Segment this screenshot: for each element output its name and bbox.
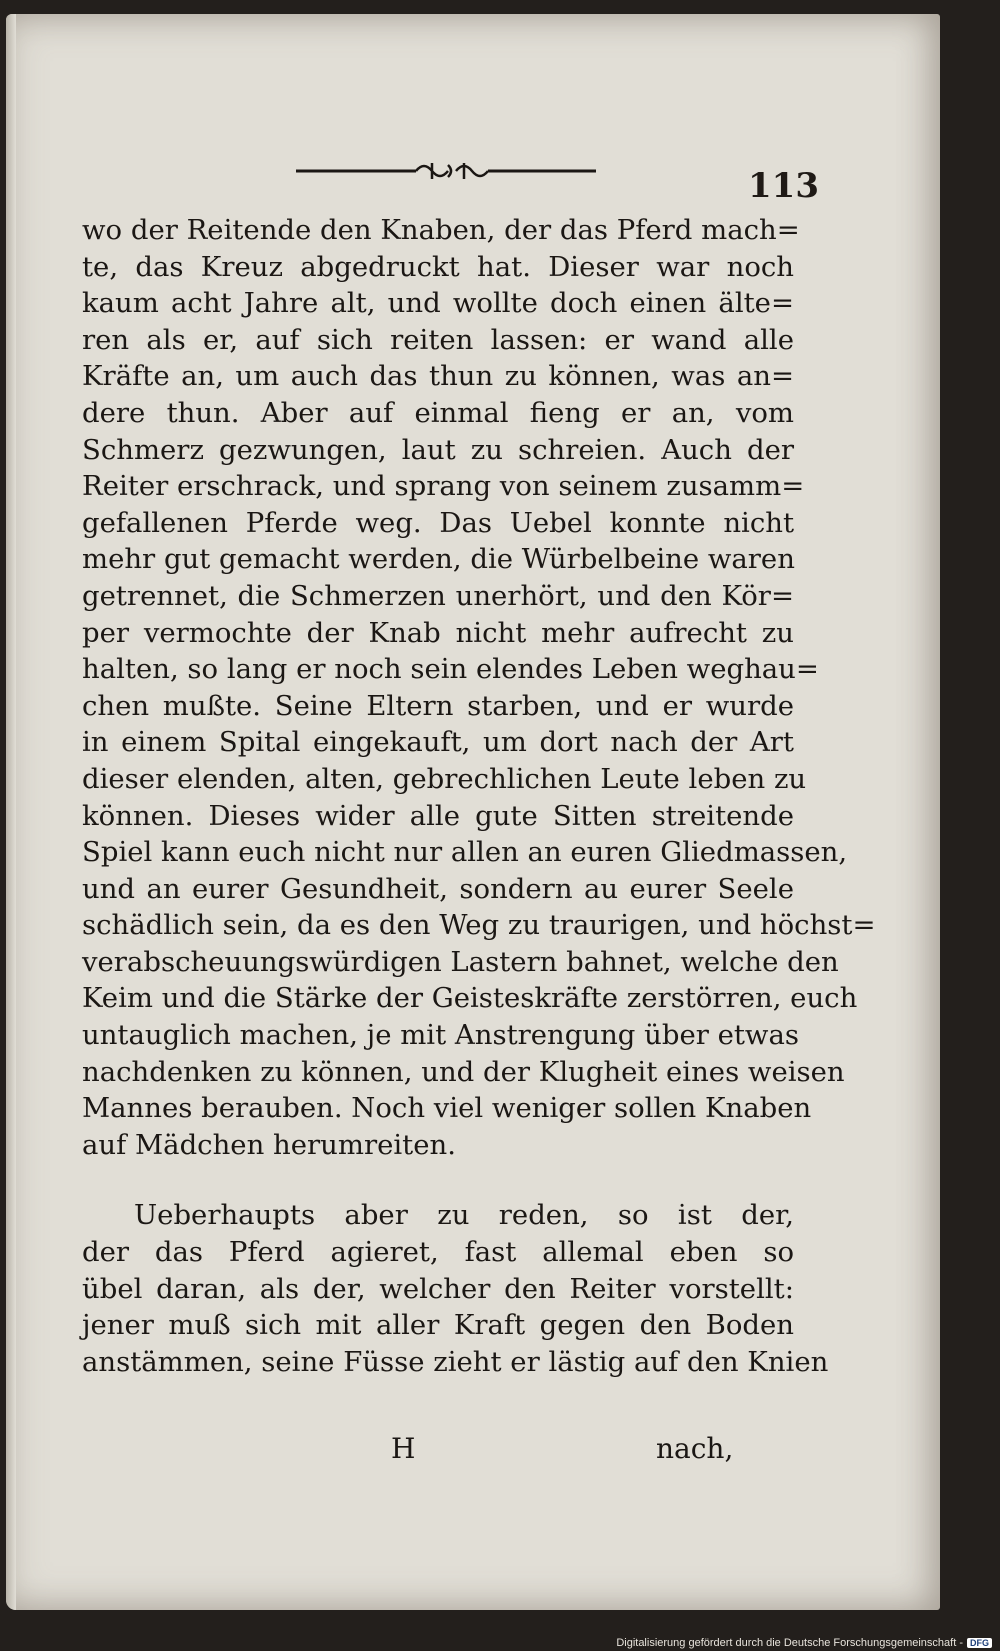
page-number: 113 xyxy=(748,166,819,206)
text-line: in einem Spital eingekauft, um dort nach der Art xyxy=(82,726,794,759)
text-line: getrennet, die Schmerzen unerhört, und den Kör= xyxy=(82,579,794,612)
text-line: halten, so lang er noch sein elendes Leben weghau= xyxy=(82,653,819,686)
text-line: chen mußte. Seine Eltern starben, und er wurde xyxy=(82,689,794,722)
paragraph-2 xyxy=(82,1197,829,1380)
text-line: und an eurer Gesundheit, sondern au eurer Seele xyxy=(82,872,794,905)
text-line: schädlich sein, da es den Weg zu traurigen, und höchst= xyxy=(82,909,876,942)
paragraph-1 xyxy=(82,212,876,1163)
text-line: können. Dieses wider alle gute Sitten streitende xyxy=(82,799,794,832)
text-line: anstämmen, seine Füsse zieht er lästig auf den Knien xyxy=(82,1345,829,1378)
text-line: gefallenen Pferde weg. Das Uebel konnte nicht xyxy=(82,506,794,539)
text-line: Reiter erschrack, und sprang von seinem zusamm= xyxy=(82,470,805,503)
page-body xyxy=(82,212,876,1380)
text-line: jener muß sich mit aller Kraft gegen den Boden xyxy=(82,1309,794,1342)
text-line: Schmerz gezwungen, laut zu schreien. Auch der xyxy=(82,433,794,466)
text-line: te, das Kreuz abgedruckt hat. Dieser war noch xyxy=(82,250,794,283)
text-line: per vermochte der Knab nicht mehr aufrecht zu xyxy=(82,616,794,649)
text-line: untauglich machen, je mit Anstrengung über etwas xyxy=(82,1019,799,1052)
text-line: wo der Reitende den Knaben, der das Pferd mach= xyxy=(82,214,800,246)
text-line: der das Pferd agieret, fast allemal eben so xyxy=(82,1236,794,1269)
text-line: übel daran, als der, welcher den Reiter vorstellt: xyxy=(82,1272,794,1305)
credit-text: Digitalisierung gefördert durch die Deutsche Forschungsgemeinschaft - xyxy=(616,1637,963,1649)
text-line: auf Mädchen herumreiten. xyxy=(82,1128,456,1161)
text-line: ren als er, auf sich reiten lassen: er wand alle xyxy=(82,323,794,356)
text-line: kaum acht Jahre alt, und wollte doch einen älte= xyxy=(82,287,794,320)
dfg-logo: DFG xyxy=(967,1638,992,1648)
book-page xyxy=(6,14,940,1610)
text-line: mehr gut gemacht werden, die Würbelbeine waren xyxy=(82,543,795,576)
text-line: verabscheuungswürdigen Lastern bahnet, welche den xyxy=(82,945,839,978)
text-line: Ueberhaupts aber zu reden, so ist der, xyxy=(134,1199,794,1232)
catchword: nach, xyxy=(656,1432,734,1465)
signature-mark: H xyxy=(391,1432,416,1465)
text-line: Spiel kann euch nicht nur allen an euren Gliedmassen, xyxy=(82,836,848,869)
text-line: dieser elenden, alten, gebrechlichen Leute leben zu xyxy=(82,762,807,795)
header-ornament-rule xyxy=(296,159,616,183)
text-line: nachdenken zu können, und der Klugheit eines weisen xyxy=(82,1055,845,1088)
text-line: Mannes berauben. Noch viel weniger sollen Knaben xyxy=(82,1092,812,1125)
page-edge xyxy=(6,14,16,1610)
digitization-credit xyxy=(616,1637,992,1649)
text-line: Keim und die Stärke der Geisteskräfte zerstörren, euch xyxy=(82,982,858,1015)
text-line: dere thun. Aber auf einmal fieng er an, vom xyxy=(82,396,794,429)
text-line: Kräfte an, um auch das thun zu können, was an= xyxy=(82,360,794,393)
